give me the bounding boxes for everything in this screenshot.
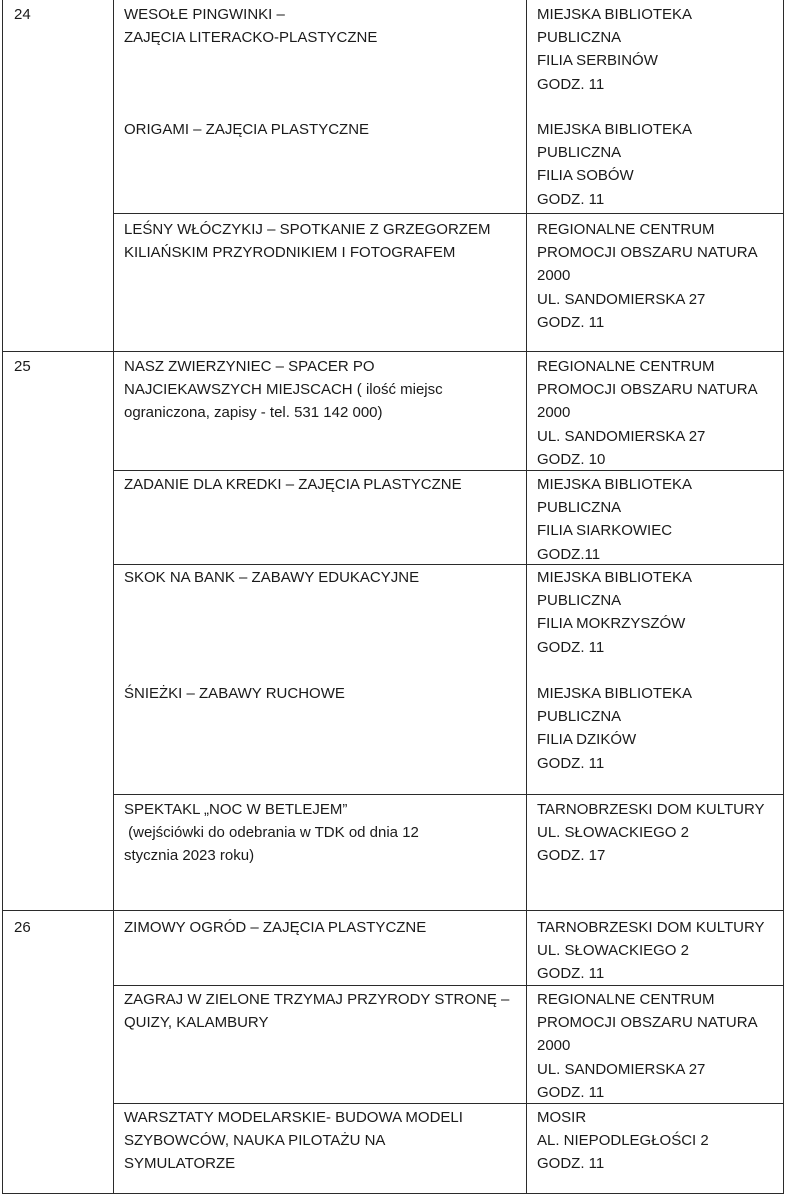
event-title-line: (wejściówki do odebrania w TDK od dnia 12 — [124, 824, 419, 842]
event-place-line: TARNOBRZESKI DOM KULTURY — [537, 919, 765, 936]
table-border-right — [783, 0, 784, 1194]
event-title — [124, 3, 377, 49]
event-title-line: SKOK NA BANK – ZABAWY EDUKACYJNE — [124, 569, 420, 586]
event-place-line: GODZ. 11 — [537, 1155, 605, 1173]
event-place-line: GODZ. 11 — [537, 313, 605, 331]
event-place-line: UL. SANDOMIERSKA 27 — [537, 290, 706, 308]
event-title — [124, 798, 419, 868]
event-place-line: UL. SŁOWACKIEGO 2 — [537, 824, 689, 842]
event-place-line: 2000 — [537, 404, 571, 422]
event-place — [537, 473, 692, 566]
event-place-line: UL. SANDOMIERSKA 27 — [537, 1060, 706, 1078]
event-title-line: WESOŁE PINGWINKI – — [124, 6, 285, 23]
row-divider — [113, 213, 784, 214]
event-place-line: FILIA SERBINÓW — [537, 52, 658, 70]
event-place-line: MIEJSKA BIBLIOTEKA — [537, 476, 693, 493]
event-title-line: SYMULATORZE — [124, 1155, 236, 1173]
event-place-line: FILIA MOKRZYSZÓW — [537, 615, 686, 633]
event-title-line: stycznia 2023 roku) — [124, 847, 255, 865]
event-place — [537, 682, 692, 775]
event-title-line: WARSZTATY MODELARSKIE- BUDOWA MODELI — [124, 1109, 463, 1126]
event-place-line: FILIA SIARKOWIEC — [537, 522, 673, 540]
event-title — [124, 355, 443, 425]
event-title — [124, 566, 419, 589]
event-title-line: ORIGAMI – ZAJĘCIA PLASTYCZNE — [124, 121, 370, 138]
event-place-line: MIEJSKA BIBLIOTEKA — [537, 121, 693, 138]
event-place-line: GODZ. 11 — [537, 638, 605, 656]
row-divider — [113, 794, 784, 795]
table-column-divider — [113, 0, 114, 1194]
event-place-line: PROMOCJI OBSZARU NATURA — [537, 381, 758, 399]
event-place-line: AL. NIEPODLEGŁOŚCI 2 — [537, 1132, 709, 1150]
event-place-line: GODZ. 11 — [537, 965, 605, 983]
event-place-line: GODZ. 10 — [537, 450, 606, 468]
event-title-line: KILIAŃSKIM PRZYRODNIKIEM I FOTOGRAFEM — [124, 244, 456, 262]
event-title-line: ograniczona, zapisy - tel. 531 142 000) — [124, 404, 383, 422]
day-number: 25 — [14, 358, 31, 375]
event-place — [537, 916, 765, 986]
event-place-line: REGIONALNE CENTRUM — [537, 991, 715, 1008]
event-place-line: PUBLICZNA — [537, 29, 622, 47]
event-place-line: GODZ.11 — [537, 545, 601, 563]
event-place-line: FILIA DZIKÓW — [537, 731, 637, 749]
event-place-line: REGIONALNE CENTRUM — [537, 358, 715, 375]
table-border-left — [2, 0, 3, 1194]
event-place — [537, 3, 692, 96]
day-number: 24 — [14, 6, 31, 23]
event-place-line: PROMOCJI OBSZARU NATURA — [537, 244, 758, 262]
event-place-line: GODZ. 11 — [537, 75, 605, 93]
event-title-line: SZYBOWCÓW, NAUKA PILOTAŻU NA — [124, 1132, 386, 1150]
table-border-bottom — [2, 1193, 784, 1194]
event-place — [537, 988, 758, 1104]
day-number: 26 — [14, 919, 31, 936]
event-place-line: MIEJSKA BIBLIOTEKA — [537, 569, 693, 586]
event-place-line: 2000 — [537, 1037, 571, 1055]
event-title-line: QUIZY, KALAMBURY — [124, 1014, 269, 1032]
event-title-line: NASZ ZWIERZYNIEC – SPACER PO — [124, 358, 375, 375]
event-title — [124, 473, 462, 496]
event-place-line: MIEJSKA BIBLIOTEKA — [537, 6, 693, 23]
event-place-line: TARNOBRZESKI DOM KULTURY — [537, 801, 765, 818]
event-title-line: ZIMOWY OGRÓD – ZAJĘCIA PLASTYCZNE — [124, 919, 427, 936]
event-place-line: MOSIR — [537, 1109, 587, 1126]
event-title-line: ŚNIEŻKI – ZABAWY RUCHOWE — [124, 685, 345, 702]
day-divider — [2, 351, 784, 352]
event-place-line: FILIA SOBÓW — [537, 167, 634, 185]
event-title — [124, 218, 490, 264]
event-place — [537, 798, 765, 868]
event-place — [537, 218, 758, 334]
event-title — [124, 916, 426, 939]
event-place — [537, 118, 692, 211]
event-place-line: UL. SŁOWACKIEGO 2 — [537, 942, 689, 960]
event-place-line: 2000 — [537, 267, 571, 285]
event-title — [124, 1106, 463, 1176]
event-place-line: PUBLICZNA — [537, 499, 622, 517]
event-title-line: LEŚNY WŁÓCZYKIJ – SPOTKANIE Z GRZEGORZEM — [124, 221, 491, 238]
event-place-line: GODZ. 11 — [537, 754, 605, 772]
event-title — [124, 118, 369, 141]
event-title-line: ZAGRAJ W ZIELONE TRZYMAJ PRZYRODY STRONĘ – — [124, 991, 510, 1008]
event-place-line: PROMOCJI OBSZARU NATURA — [537, 1014, 758, 1032]
event-place-line: GODZ. 11 — [537, 190, 605, 208]
table-column-divider — [526, 0, 527, 1194]
event-title-line: NAJCIEKAWSZYCH MIEJSCACH ( ilość miejsc — [124, 381, 443, 399]
event-place-line: PUBLICZNA — [537, 144, 622, 162]
event-place-line: MIEJSKA BIBLIOTEKA — [537, 685, 693, 702]
event-place — [537, 1106, 709, 1176]
event-title-line: SPEKTAKL „NOC W BETLEJEM” — [124, 801, 348, 818]
event-place-line: PUBLICZNA — [537, 708, 622, 726]
event-title — [124, 988, 509, 1034]
event-place-line: REGIONALNE CENTRUM — [537, 221, 715, 238]
event-title — [124, 682, 345, 705]
event-title-line: ZADANIE DLA KREDKI – ZAJĘCIA PLASTYCZNE — [124, 476, 462, 493]
event-place-line: UL. SANDOMIERSKA 27 — [537, 427, 706, 445]
event-place-line: GODZ. 17 — [537, 847, 606, 865]
event-place-line: PUBLICZNA — [537, 592, 622, 610]
event-place-line: GODZ. 11 — [537, 1083, 605, 1101]
day-divider — [2, 910, 784, 911]
event-place — [537, 355, 758, 471]
event-place — [537, 566, 692, 659]
event-title-line: ZAJĘCIA LITERACKO-PLASTYCZNE — [124, 29, 378, 47]
